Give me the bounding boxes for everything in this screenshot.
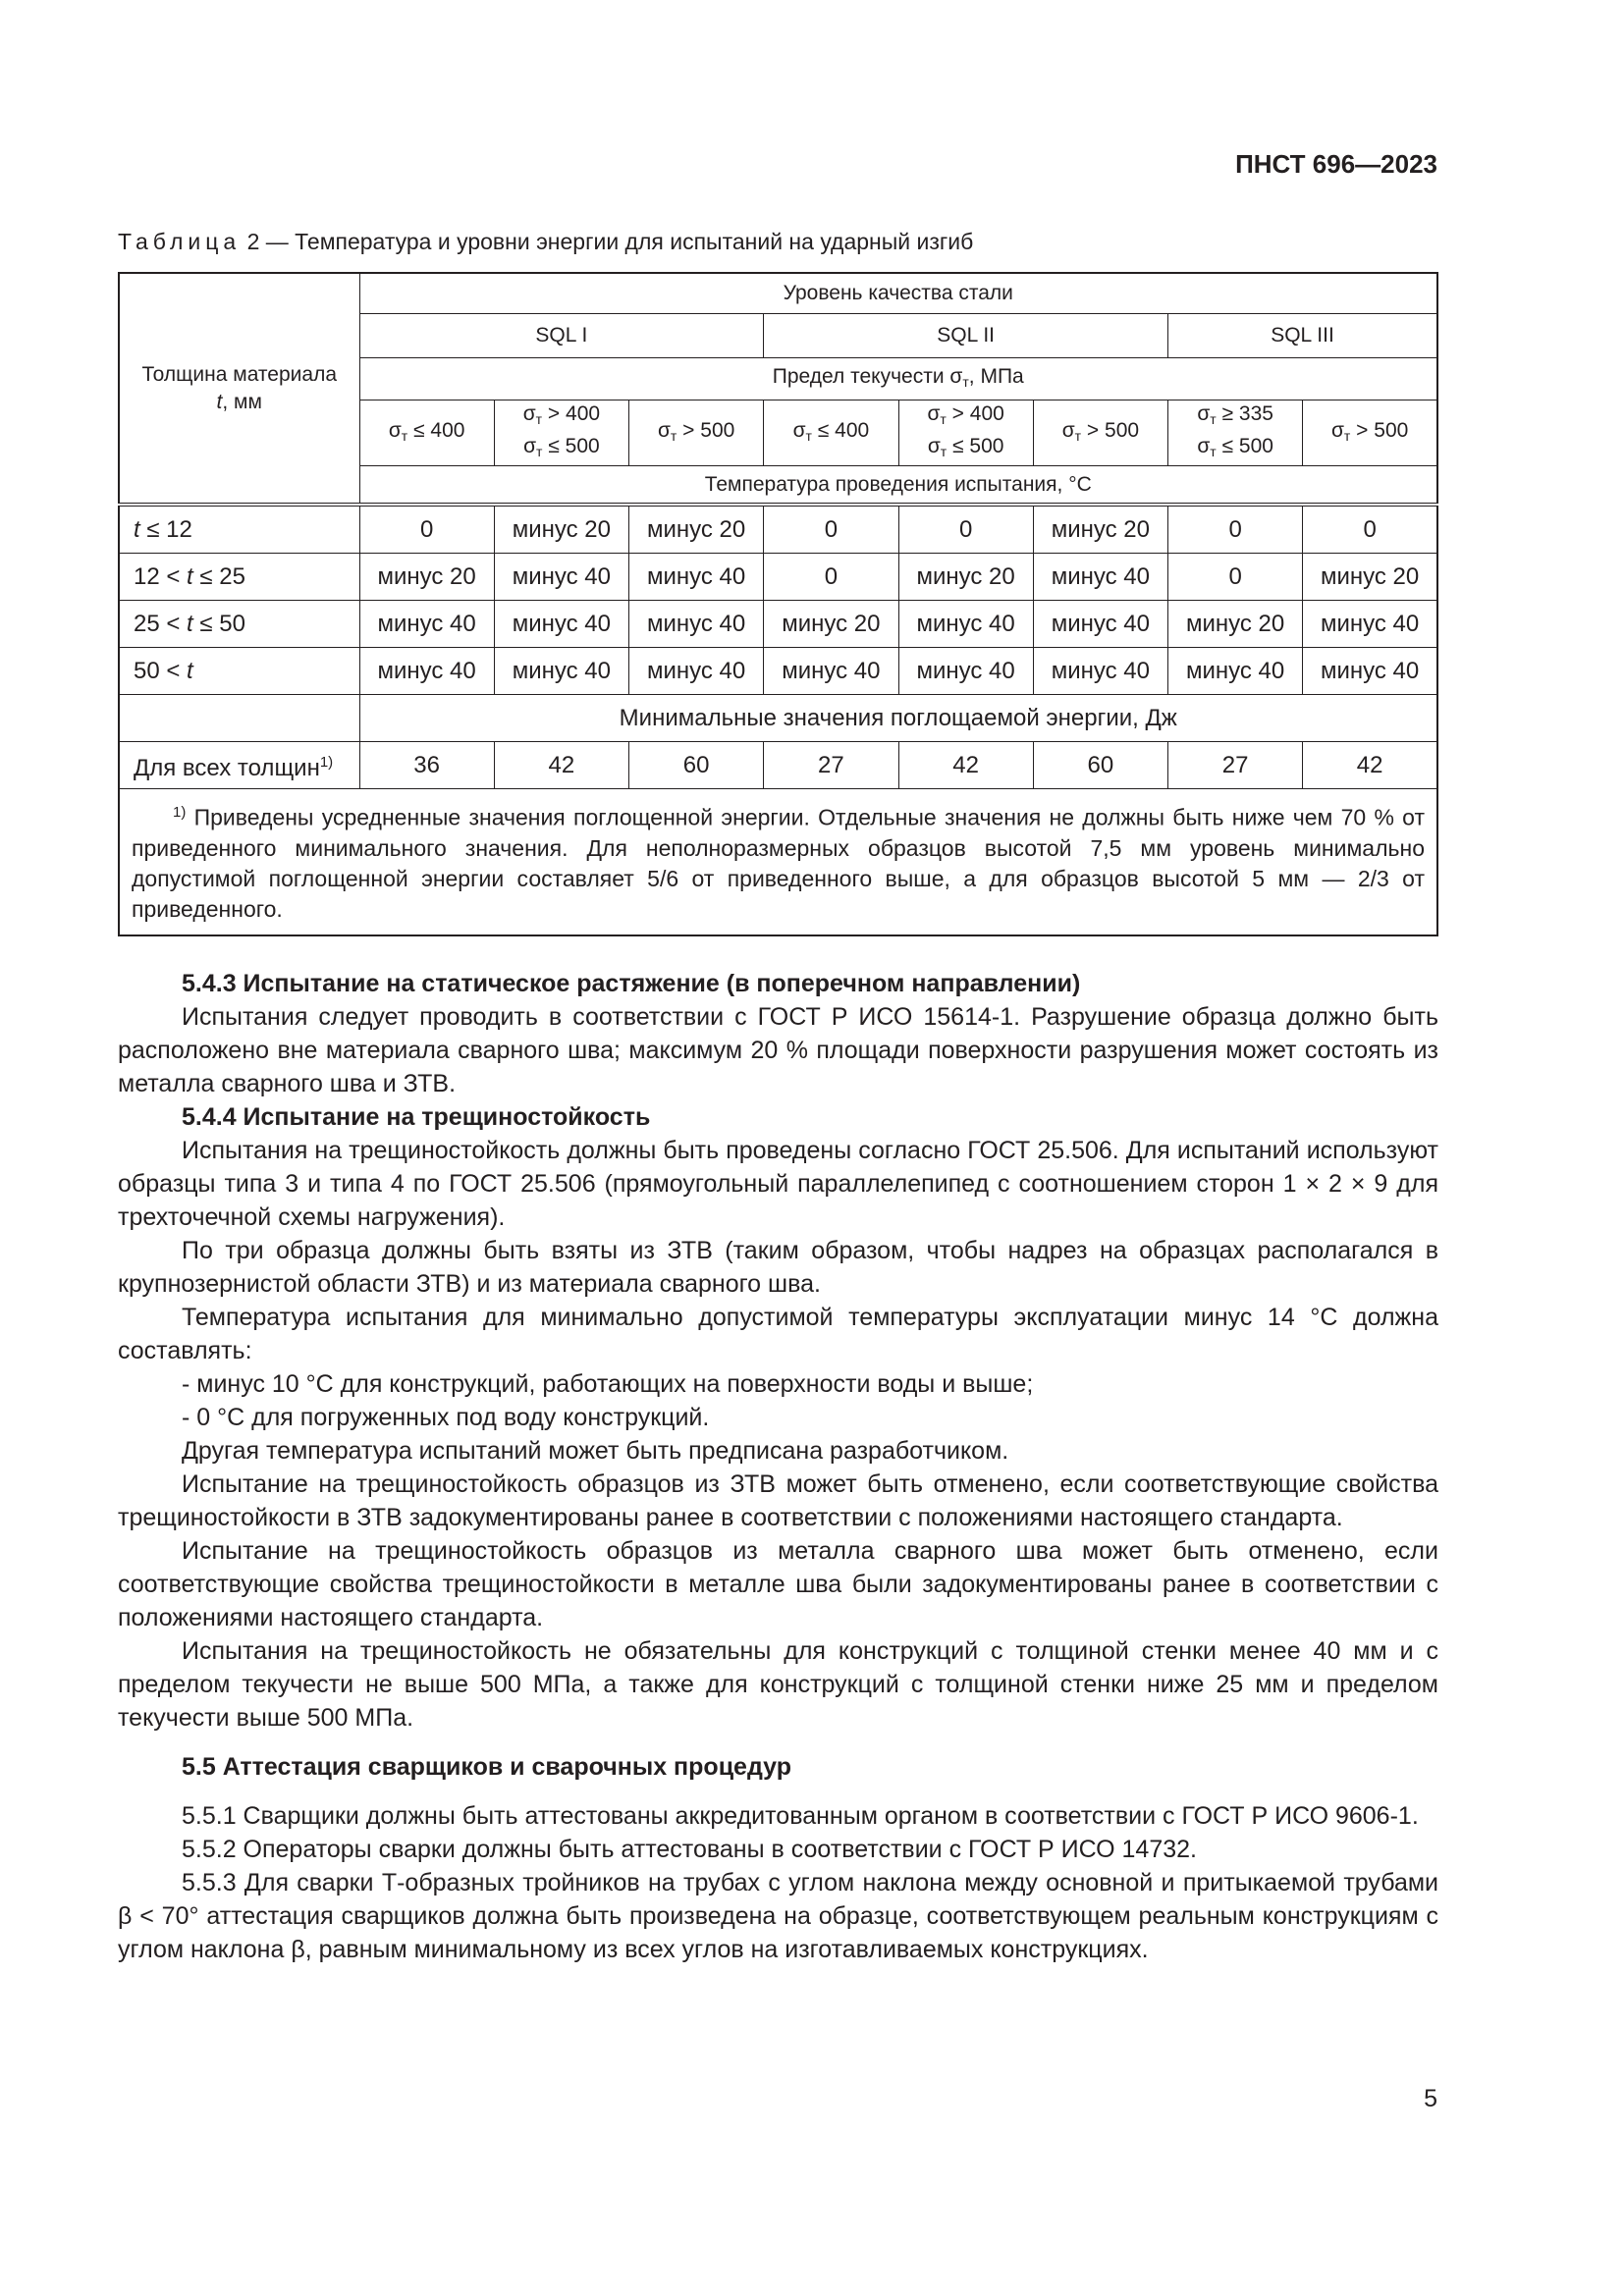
section-heading: 5.4.4 Испытание на трещиностойкость: [182, 1103, 651, 1131]
condition-value: ≤ 500: [542, 435, 600, 457]
temperature-cell: минус 40: [629, 554, 764, 601]
sigma-subscript: т: [805, 427, 812, 444]
temperature-cell: минус 40: [1033, 554, 1167, 601]
temperature-cell: минус 40: [764, 648, 898, 695]
temperature-cell: минус 20: [764, 601, 898, 648]
sigma-subscript: т: [1343, 427, 1351, 444]
temperature-cell: минус 40: [1303, 601, 1437, 648]
body-text: [118, 967, 1438, 1966]
footnote-mark: 1): [173, 804, 187, 821]
energy-cell: 36: [359, 742, 494, 789]
sigma-symbol: σ: [1197, 402, 1211, 425]
sql-2-header: SQL II: [764, 314, 1168, 358]
thickness-range: [119, 648, 359, 695]
sigma-subscript: т: [1210, 411, 1217, 427]
paragraph: Температура испытания для минимально допустимой температуры эксплуатации минус 14 °С должна составлять:: [118, 1304, 1438, 1364]
energy-cell: 27: [764, 742, 898, 789]
sigma-subscript: т: [1210, 444, 1217, 459]
sigma-subscript: т: [535, 411, 543, 427]
sigma-symbol: σ: [523, 435, 537, 457]
temperature-cell: 0: [764, 505, 898, 554]
condition-value: > 500: [1081, 418, 1140, 442]
temperature-cell: минус 40: [898, 601, 1033, 648]
sigma-subscript: т: [401, 427, 408, 444]
sql-1-header: SQL I: [359, 314, 764, 358]
temperature-cell: 0: [764, 554, 898, 601]
temperature-cell: минус 20: [1303, 554, 1437, 601]
temperature-cell: 0: [898, 505, 1033, 554]
yield-condition-cell: [764, 400, 898, 466]
temperature-cell: минус 40: [898, 648, 1033, 695]
condition-value: > 400: [946, 402, 1004, 425]
table-row: [119, 601, 1437, 648]
temperature-cell: минус 40: [629, 648, 764, 695]
paragraph: Испытания на трещиностойкость не обязательны для конструкций с толщиной стенки менее 40 мм и с пределом текучести не выше 500 МПа, а также для конструкций с толщиной стенки ниже 25 мм и пределом текучести выше 500 МПа.: [118, 1637, 1438, 1732]
table-row: [119, 554, 1437, 601]
page-number: 5: [1424, 2085, 1437, 2112]
sql-3-header: SQL III: [1168, 314, 1438, 358]
temperature-cell: минус 20: [359, 554, 494, 601]
paragraph: Испытание на трещиностойкость образцов из ЗТВ может быть отменено, если соответствующие свойства трещиностойкости в ЗТВ задокументированы ранее в соответствии с положениями настоящего стандарта.: [118, 1470, 1438, 1531]
yield-condition-cell: [1168, 400, 1303, 466]
section-heading: 5.5 Аттестация сварщиков и сварочных процедур: [182, 1753, 791, 1781]
condition-value: > 400: [542, 402, 601, 425]
temperature-cell: 0: [1168, 554, 1303, 601]
sigma-symbol: σ: [1197, 435, 1211, 457]
sigma-subscript: т: [940, 411, 947, 427]
paragraph: 5.5.1 Сварщики должны быть аттестованы аккредитованным органом в соответствии с ГОСТ Р ИСО 9606-1.: [182, 1802, 1419, 1830]
energy-header-row: [119, 695, 1437, 742]
energy-cell: 27: [1168, 742, 1303, 789]
range-variable: t: [187, 562, 193, 590]
caption-text: 2 — Температура и уровни энергии для испытаний на ударный изгиб: [246, 229, 974, 254]
temperature-cell: минус 40: [359, 601, 494, 648]
empty-cell: [119, 695, 359, 742]
table-row: [119, 648, 1437, 695]
temperature-cell: минус 40: [629, 601, 764, 648]
yield-header: Предел текучести $\sigma_т$, МПа: [359, 358, 1437, 400]
condition-value: > 500: [1350, 418, 1409, 442]
condition-value: ≥ 335: [1216, 402, 1273, 425]
sigma-subscript: т: [670, 427, 677, 444]
yield-condition-cell: [898, 400, 1033, 466]
sigma-symbol: σ: [388, 418, 402, 442]
temperature-cell: 0: [359, 505, 494, 554]
temperature-cell: минус 40: [494, 648, 628, 695]
energy-cell: 60: [1033, 742, 1167, 789]
caption-word: Таблица: [118, 229, 242, 254]
sigma-subscript: т: [1074, 427, 1082, 444]
range-variable: t: [187, 610, 193, 637]
temperature-header: Температура проведения испытания, °С: [359, 466, 1437, 506]
energy-cell: 42: [1303, 742, 1437, 789]
temperature-cell: 0: [1303, 505, 1437, 554]
condition-value: ≤ 500: [1216, 435, 1273, 457]
temperature-cell: минус 40: [494, 554, 628, 601]
section-heading: 5.4.3 Испытание на статическое растяжение (в поперечном направлении): [182, 970, 1081, 997]
temperature-cell: минус 40: [1168, 648, 1303, 695]
paragraph: Испытания следует проводить в соответствии с ГОСТ Р ИСО 15614-1. Разрушение образца должно быть расположено вне материала сварного шва; максимум 20 % площади поверхности разрушения может состоять из металла сварного шва и ЗТВ.: [118, 1003, 1438, 1097]
paragraph: По три образца должны быть взяты из ЗТВ (таким образом, чтобы надрез на образцах располагался в крупнозернистой области ЗТВ) и из материала сварного шва.: [118, 1237, 1438, 1298]
thickness-header: Толщина материала t, мм: [119, 273, 359, 505]
temperature-cell: минус 40: [1033, 648, 1167, 695]
table-footnote: [119, 789, 1437, 935]
energy-cell: 42: [898, 742, 1033, 789]
range-suffix: ≤ 25: [192, 562, 245, 590]
table-caption: [118, 229, 973, 255]
range-prefix: 50 <: [134, 657, 188, 684]
paragraph: 5.5.3 Для сварки Т-образных тройников на трубах с углом наклона между основной и притыкаемой трубами β < 70° аттестация сварщиков должна быть произведена на образце, соответствующем реальным конструкциям с углом наклона β, равным минимальному из всех углов на изготавливаемых конструкциях.: [118, 1869, 1438, 1963]
sigma-symbol: σ: [792, 418, 806, 442]
condition-value: > 500: [677, 418, 735, 442]
range-prefix: 12 <: [134, 562, 188, 590]
sigma-symbol: σ: [927, 402, 941, 425]
temperature-cell: минус 20: [629, 505, 764, 554]
sigma-symbol: σ: [1061, 418, 1075, 442]
thickness-range: [119, 554, 359, 601]
footnote-row: [119, 789, 1437, 935]
energy-cell: 60: [629, 742, 764, 789]
yield-condition-cell: [359, 400, 494, 466]
condition-value: ≤ 500: [947, 435, 1004, 457]
temperature-cell: минус 40: [1033, 601, 1167, 648]
temperature-cell: минус 20: [494, 505, 628, 554]
temperature-cell: минус 40: [494, 601, 628, 648]
yield-condition-cell: [1033, 400, 1167, 466]
footnote-text: Приведены усредненные значения поглощенной энергии. Отдельные значения не должны быть ниже чем 70 % от приведенного минимального значения. Для неполноразмерных образцов высотой 7,5 мм уровень минимально допустимой поглощенной энергии составляет 5/6 от приведенного выше, а для образцов высотой 5 мм — 2/3 от приведенного.: [132, 804, 1425, 922]
energy-label-text: Для всех толщин: [134, 754, 320, 781]
footnote-ref: 1): [319, 753, 334, 771]
energy-label: [119, 742, 359, 789]
sigma-subscript: т: [536, 444, 543, 459]
paragraph: 5.5.2 Операторы сварки должны быть аттестованы в соответствии с ГОСТ Р ИСО 14732.: [182, 1836, 1197, 1863]
energy-row: [119, 742, 1437, 789]
yield-condition-cell: [1303, 400, 1437, 466]
document-id: ПНСТ 696—2023: [1235, 149, 1437, 179]
range-suffix: ≤ 50: [192, 610, 245, 637]
yield-condition-cell: [629, 400, 764, 466]
range-suffix: ≤ 12: [139, 515, 192, 543]
temperature-cell: минус 20: [1033, 505, 1167, 554]
sigma-symbol: σ: [927, 435, 941, 457]
impact-test-table: [118, 272, 1438, 936]
paragraph: Другая температура испытаний может быть предписана разработчиком.: [182, 1437, 1009, 1465]
sigma-symbol: σ: [1330, 418, 1344, 442]
yield-condition-cell: [494, 400, 628, 466]
temperature-cell: минус 20: [1168, 601, 1303, 648]
temperature-cell: минус 20: [898, 554, 1033, 601]
paragraph: - 0 °С для погруженных под воду конструкций.: [182, 1404, 710, 1431]
paragraph: - минус 10 °С для конструкций, работающих на поверхности воды и выше;: [182, 1370, 1034, 1398]
energy-header: Минимальные значения поглощаемой энергии, Дж: [359, 695, 1437, 742]
sigma-symbol: σ: [522, 402, 536, 425]
range-prefix: 25 <: [134, 610, 188, 637]
range-variable: t: [134, 515, 140, 543]
temperature-cell: минус 40: [1303, 648, 1437, 695]
sigma-symbol: σ: [657, 418, 671, 442]
steel-level-header: Уровень качества стали: [359, 273, 1437, 314]
sigma-subscript: т: [940, 444, 947, 459]
energy-cell: 42: [494, 742, 628, 789]
thickness-range: [119, 601, 359, 648]
temperature-cell: минус 40: [359, 648, 494, 695]
condition-value: ≤ 400: [811, 418, 870, 442]
paragraph: Испытание на трещиностойкость образцов из металла сварного шва может быть отменено, если соответствующие свойства трещиностойкости в металле шва были задокументированы ранее в соответствии с положениями настоящего стандарта.: [118, 1537, 1438, 1631]
paragraph: Испытания на трещиностойкость должны быть проведены согласно ГОСТ 25.506. Для испытаний используют образцы типа 3 и типа 4 по ГОСТ 25.506 (прямоугольный параллелепипед с соотношением сторон 1 × 2 × 9 для трехточечной схемы нагружения).: [118, 1137, 1438, 1231]
thickness-range: [119, 505, 359, 554]
range-variable: t: [187, 657, 193, 684]
temperature-cell: 0: [1168, 505, 1303, 554]
condition-value: ≤ 400: [407, 418, 465, 442]
table-row: [119, 505, 1437, 554]
